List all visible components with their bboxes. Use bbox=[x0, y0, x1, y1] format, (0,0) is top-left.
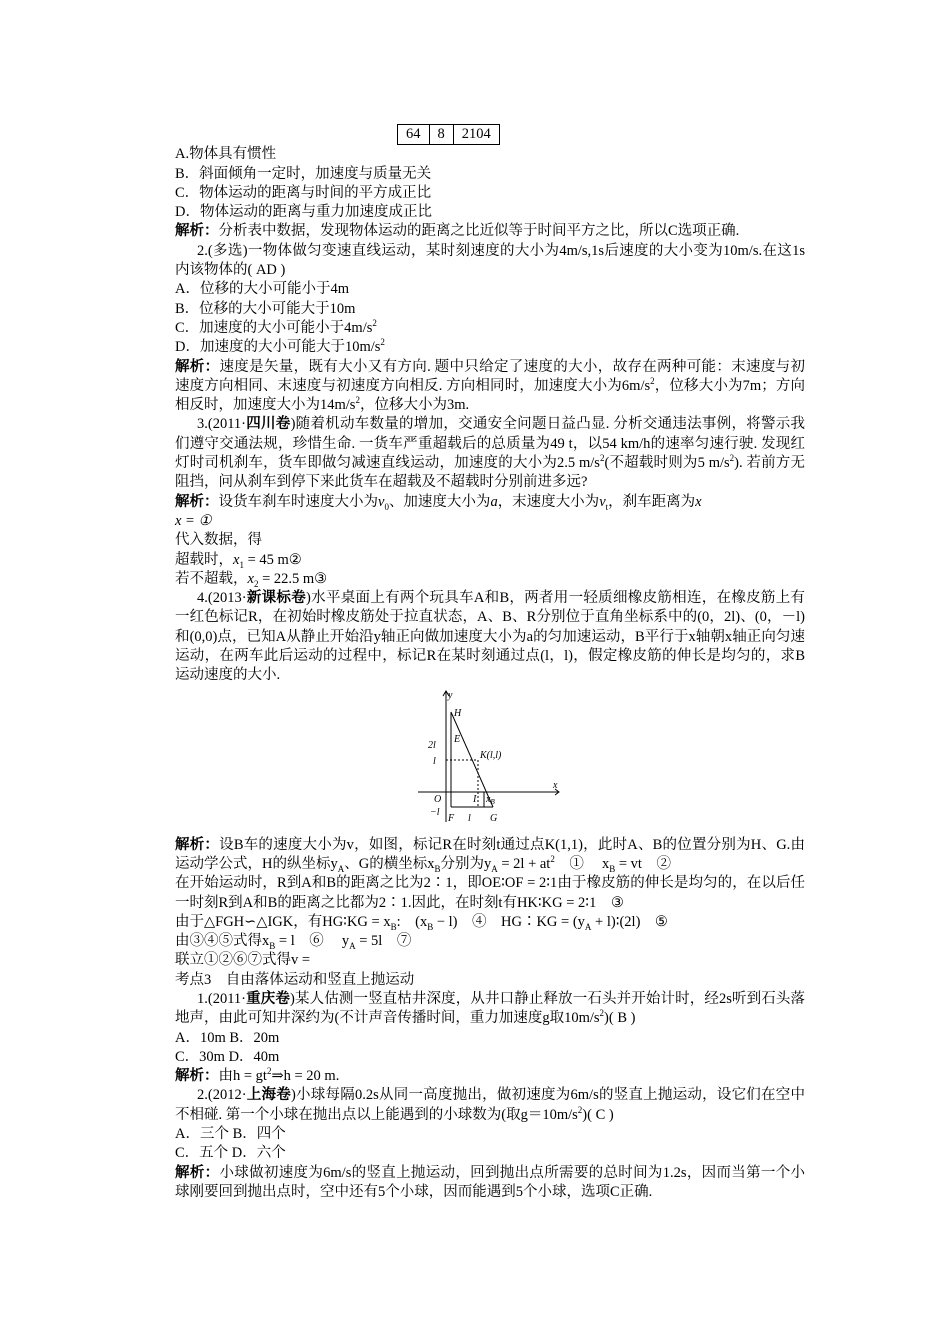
question-source: 新课标卷 bbox=[246, 590, 307, 607]
var: a bbox=[490, 493, 498, 510]
superscript: 2 bbox=[650, 376, 655, 387]
stem-text: )随着机动车数量的增加，交通安全问题日益凸显. 分析交通违法事例，将警示我们遵守交通法规，珍惜生命. 一货车严重超载后的总质量为49 t，以54 km/h的速率匀速行驶. 发现红灯时司机刹车，货车即做匀减速直线运动，加速度的大小为2.5 m/s bbox=[175, 416, 806, 472]
analysis-label: 解析： bbox=[175, 1068, 219, 1085]
label-minus-l: −l bbox=[430, 806, 440, 818]
q2-analysis bbox=[175, 358, 805, 416]
q6-stem bbox=[175, 1086, 805, 1125]
q2-option-c bbox=[175, 319, 805, 338]
subscript: A bbox=[349, 940, 356, 951]
analysis-text: = vt ② bbox=[615, 855, 671, 872]
q2-stem: 2.(多选)一物体做匀变速直线运动，某时刻速度的大小为4m/s,1s后速度的大小变为10m/s.在这1s内该物体的( AD ) bbox=[175, 242, 805, 279]
question-number: 1.(2011· bbox=[197, 990, 246, 1007]
analysis-label: 解析： bbox=[175, 1164, 220, 1181]
label-k: K(l,l) bbox=[480, 749, 502, 761]
analysis-text: 由③④⑤式得x bbox=[175, 933, 270, 950]
q3-substitute-line: 代入数据，得 bbox=[175, 532, 262, 549]
stem-text: ). 若前方无阻挡，问从刹车到停下来此货车在超载及不超载时分别前进多远? bbox=[175, 455, 805, 491]
var: v bbox=[599, 493, 606, 510]
stem-text: )某人估测一竖直枯井深度，从井口静止释放一石头并开始计时，经2s听到石头落地声，由此可知井深约为(不计声音传播时间，重力加速度g取10m/s bbox=[175, 990, 806, 1027]
q2-option-d bbox=[175, 338, 805, 357]
stem-text: )水平桌面上有两个玩具车A和B，两者用一轻质细橡皮筋相连，在橡皮筋上有一红色标记R，在初始时橡皮筋处于拉直状态，A、B、R分别位于直角坐标系中的(0，2l)、(0，－l)和(0,0)点，已知A从静止开始沿y轴正向做加速度大小为a的匀加速运动，B平行于x轴朝x轴正向匀速运动，在两车此后运动的过程中，标记R在某时刻通过点(l，l)，假定橡皮筋的伸长是均匀的，求B运动速度的大小. bbox=[175, 590, 806, 684]
coordinate-figure bbox=[418, 690, 563, 830]
analysis-text: ，刹车距离为 bbox=[608, 493, 696, 510]
analysis-text: 由h = gt bbox=[218, 1068, 267, 1085]
question-number: 2.(2012· bbox=[197, 1087, 247, 1104]
q3-stem bbox=[175, 415, 805, 492]
figure-svg bbox=[418, 690, 563, 830]
superscript: 2 bbox=[372, 318, 377, 329]
label-g: G bbox=[490, 812, 498, 824]
stem-text: )( C ) bbox=[582, 1106, 614, 1123]
subscript: t bbox=[605, 501, 609, 512]
option-text: D．加速度的大小可能大于10m/s bbox=[175, 339, 381, 356]
superscript: 2 bbox=[599, 1008, 605, 1019]
analysis-text: = 5l ⑦ bbox=[355, 933, 412, 950]
question-source: 四川卷 bbox=[246, 416, 291, 433]
table-cell: 64 bbox=[398, 125, 430, 145]
table-cell: 8 bbox=[429, 125, 453, 145]
q3-normal-line bbox=[175, 570, 805, 589]
analysis-text: 速度是矢量，既有大小又有方向. 题中只给定了速度的大小，故存在两种可能：末速度与初速度方向相同、末速度与初速度方向相反. 方向相同时，加速度大小为6m/s bbox=[175, 358, 805, 394]
var: x bbox=[695, 493, 702, 510]
label-x: x bbox=[553, 779, 558, 791]
q4-analysis-2: 在开始运动时，R到A和B的距离之比为2∶1，即OE∶OF = 2∶1由于橡皮筋的伸长是均匀的，在以后任一时刻R到A和B的距离之比都为2∶1.因此，在时刻t有HK∶KG = 2∶1 ③ bbox=[175, 875, 805, 911]
label-h: H bbox=[454, 707, 462, 719]
analysis-text: ⇒h = 20 m. bbox=[271, 1068, 340, 1085]
subscript: A bbox=[337, 863, 345, 874]
label-l-axis: l bbox=[468, 812, 471, 824]
label-i: I bbox=[473, 793, 477, 805]
q1-option-a: A.物体具有惯性 bbox=[175, 146, 277, 163]
label-e: E bbox=[454, 733, 461, 745]
analysis-text: 小球做初速度为6m/s的竖直上抛运动，回到抛出点所需要的总时间为1.2s，因而当第一个小球刚要回到抛出点时，空中还有5个小球，因而能遇到5个小球，选项C正确. bbox=[175, 1164, 806, 1200]
xb-sub: B bbox=[490, 797, 495, 806]
subscript: B bbox=[609, 863, 616, 874]
label-xb bbox=[485, 794, 495, 806]
q2-option-b: B．位移的大小可能大于10m bbox=[175, 300, 356, 317]
topic-heading: 考点3 自由落体运动和竖直上抛运动 bbox=[175, 971, 415, 988]
subscript: A bbox=[584, 921, 592, 932]
stem-text: (不超载时则为5 m/s bbox=[604, 455, 730, 472]
analysis-text: − l) ④ HG∶KG = (y bbox=[433, 913, 585, 930]
analysis-text: 设货车刹车时速度大小为 bbox=[218, 493, 378, 510]
subscript: A bbox=[491, 863, 498, 874]
text: 若不超载， bbox=[175, 570, 248, 587]
subscript: B bbox=[427, 921, 434, 932]
analysis-label: 解析： bbox=[175, 493, 219, 510]
question-source: 重庆卷 bbox=[246, 990, 290, 1007]
q2-option-a: A．位移的大小可能小于4m bbox=[175, 281, 349, 298]
q1-option-c: C．物体运动的距离与时间的平方成正比 bbox=[175, 184, 432, 201]
label-y: y bbox=[448, 689, 453, 701]
superscript: 2 bbox=[355, 395, 360, 406]
q3-formula-line: x = ① bbox=[175, 512, 212, 529]
q1-analysis bbox=[175, 222, 805, 241]
label-o: O bbox=[434, 793, 442, 805]
var: v bbox=[378, 493, 385, 510]
q1-option-b: B．斜面倾角一定时，加速度与质量无关 bbox=[175, 165, 432, 182]
q3-overload-line bbox=[175, 551, 805, 570]
q4-analysis-3 bbox=[175, 913, 805, 932]
q4-analysis-5: 联立①②⑥⑦式得v = bbox=[175, 952, 311, 969]
analysis-text: ，末速度大小为 bbox=[497, 493, 600, 510]
q4-analysis-4 bbox=[175, 932, 805, 951]
q4-analysis-1 bbox=[175, 836, 805, 875]
data-table bbox=[397, 124, 500, 145]
q1-option-d: D．物体运动的距离与重力加速度成正比 bbox=[175, 204, 432, 221]
q4-stem bbox=[175, 589, 805, 685]
subscript: B bbox=[269, 940, 276, 951]
analysis-text: 分析表中数据，发现物体运动的距离之比近似等于时间平方之比，所以C选项正确. bbox=[218, 223, 740, 240]
question-source: 上海卷 bbox=[246, 1087, 291, 1104]
q5-analysis bbox=[175, 1067, 805, 1086]
superscript: 2 bbox=[729, 453, 735, 464]
option-text: C．加速度的大小可能小于4m/s bbox=[175, 319, 373, 336]
stem-text: )( B ) bbox=[604, 1010, 636, 1027]
analysis-text: : (x bbox=[396, 913, 428, 930]
superscript: 2 bbox=[380, 337, 385, 348]
analysis-label: 解析： bbox=[175, 836, 220, 853]
q5-options-ab: A．10m B．20m bbox=[175, 1029, 280, 1046]
q5-options-cd: C．30m D．40m bbox=[175, 1048, 280, 1065]
analysis-text: ，位移大小为3m. bbox=[359, 397, 470, 414]
superscript: 2 bbox=[266, 1066, 272, 1077]
xb-x: x bbox=[486, 793, 491, 805]
question-number: 3.(2011· bbox=[197, 416, 246, 433]
q5-stem bbox=[175, 990, 805, 1029]
analysis-label: 解析： bbox=[175, 358, 220, 375]
text: 超载时， bbox=[175, 551, 233, 568]
subscript: 1 bbox=[239, 559, 244, 570]
q6-analysis bbox=[175, 1164, 805, 1203]
subscript: 0 bbox=[384, 501, 389, 512]
analysis-text: ，位移大小为7m；方向相反时，加速度大小为14m/s bbox=[175, 377, 805, 414]
subscript: B bbox=[434, 863, 441, 874]
value: = 45 m② bbox=[243, 551, 302, 568]
superscript: 2 bbox=[550, 854, 555, 865]
label-l: l bbox=[433, 755, 436, 767]
analysis-text: = l ⑥ y bbox=[275, 933, 350, 950]
analysis-label: 解析： bbox=[175, 223, 219, 240]
stem-text: )小球每隔0.2s从同一高度抛出，做初速度为6m/s的竖直上抛运动，设它们在空中不相碰. 第一个小球在抛出点以上能遇到的小球数为(取g＝10m/s bbox=[175, 1087, 805, 1123]
analysis-text: + l)∶(2l) ⑤ bbox=[591, 913, 668, 930]
subscript: B bbox=[390, 921, 397, 932]
label-f: F bbox=[448, 812, 455, 824]
subscript: 2 bbox=[253, 578, 259, 589]
value: = 22.5 m③ bbox=[258, 570, 328, 587]
table-cell: 2104 bbox=[453, 125, 499, 145]
analysis-text: 分别为y bbox=[440, 855, 492, 872]
superscript: 2 bbox=[599, 453, 605, 464]
analysis-text: 、G的横坐标x bbox=[344, 855, 435, 872]
analysis-text: 由于△FGH∽△IGK，有HG∶KG = x bbox=[175, 913, 391, 930]
question-number: 4.(2013· bbox=[197, 590, 247, 607]
q6-options-ab: A．三个 B．四个 bbox=[175, 1126, 286, 1143]
analysis-text: 、加速度大小为 bbox=[388, 493, 491, 510]
q6-options-cd: C．五个 D．六个 bbox=[175, 1145, 286, 1162]
label-2l: 2l bbox=[428, 739, 436, 751]
analysis-text: ① x bbox=[554, 855, 610, 872]
analysis-text: = 2l + at bbox=[497, 855, 551, 872]
analysis-text: 设B车的速度大小为v，如图，标记R在时刻t通过点K(1,1)，此时A、B的位置分别为H、G.由运动学公式，H的纵坐标y bbox=[175, 836, 805, 872]
table-row bbox=[398, 125, 500, 145]
document-page bbox=[175, 124, 805, 1202]
superscript: 2 bbox=[577, 1104, 583, 1115]
var: x bbox=[247, 570, 254, 587]
q3-analysis bbox=[175, 493, 805, 512]
var: x bbox=[233, 551, 240, 568]
